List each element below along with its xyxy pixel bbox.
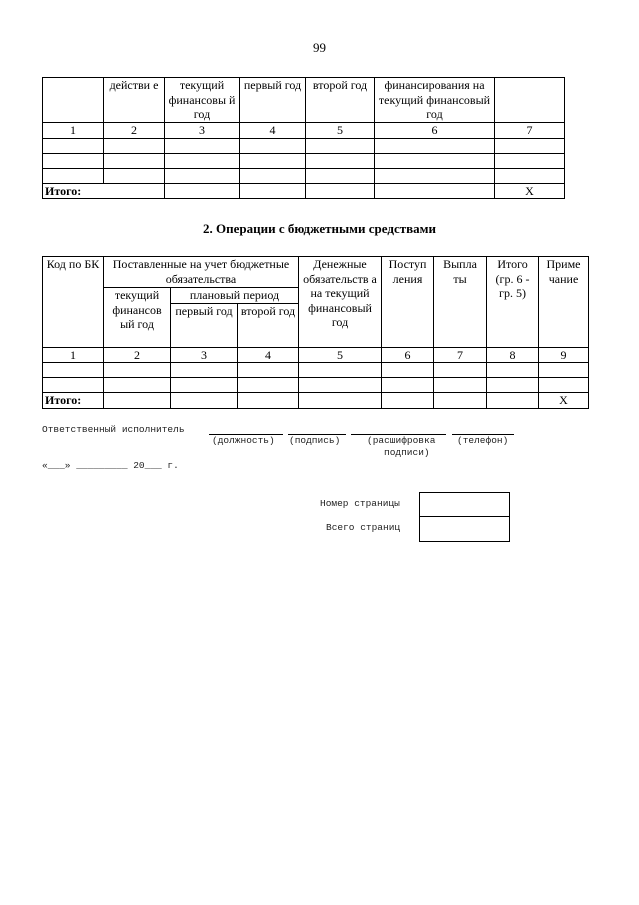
total-row (43, 393, 589, 409)
column-number: 3 (165, 123, 240, 139)
position-caption: (должность) (212, 435, 275, 446)
column-number: 1 (43, 123, 104, 139)
sign-caption: (подпись) (289, 435, 341, 446)
table-row (43, 153, 565, 168)
header-cell: финансирования на текущий финансовый год (375, 78, 495, 123)
total-mark: X (539, 393, 589, 409)
date-line: «___» _________ 20___ г. (42, 460, 179, 471)
column-number: 6 (382, 347, 434, 363)
page-number-label: Номер страницы (320, 498, 400, 509)
column-number: 5 (306, 123, 375, 139)
header-cell: Поступ ления (382, 257, 434, 348)
header-cell: Денежные обязательств а на текущий финансовый год (299, 257, 382, 348)
column-number: 7 (495, 123, 565, 139)
table-header-row (43, 257, 589, 288)
column-number: 9 (539, 347, 589, 363)
column-number: 3 (171, 347, 238, 363)
header-cell: плановый период (171, 288, 299, 304)
page-number-box[interactable] (419, 492, 510, 517)
column-number: 8 (487, 347, 539, 363)
header-cell: Поставленные на учет бюджетные обязательства (104, 257, 299, 288)
header-cell: Итого (гр. 6 - гр. 5) (487, 257, 539, 348)
header-cell: первый год (240, 78, 306, 123)
header-cell: Выпла ты (434, 257, 487, 348)
table-header-row (43, 78, 565, 123)
header-cell: Приме чание (539, 257, 589, 348)
header-cell: текущий финансовы й год (165, 78, 240, 123)
total-row (43, 183, 565, 199)
total-label: Итого: (43, 393, 104, 409)
header-cell (495, 78, 565, 123)
decoding-caption: (расшифровка (367, 435, 436, 446)
total-label: Итого: (43, 183, 165, 199)
total-pages-label: Всего страниц (326, 522, 401, 533)
column-number: 2 (104, 123, 165, 139)
column-number: 5 (299, 347, 382, 363)
column-number-row (43, 123, 565, 139)
table-financing (42, 77, 565, 199)
decoding-caption-2: подписи) (384, 447, 430, 458)
header-cell: текущий финансов ый год (104, 288, 171, 348)
column-number: 2 (104, 347, 171, 363)
page-number: 99 (313, 40, 326, 55)
column-number: 6 (375, 123, 495, 139)
table-row (43, 138, 565, 153)
column-number: 4 (240, 123, 306, 139)
header-cell: действи е (104, 78, 165, 123)
column-number: 4 (238, 347, 299, 363)
column-number: 7 (434, 347, 487, 363)
header-cell: Код по БК (43, 257, 104, 348)
total-mark: X (495, 183, 565, 199)
header-cell: первый год (171, 303, 238, 347)
total-pages-box[interactable] (419, 516, 510, 542)
responsible-label: Ответственный исполнитель (42, 424, 185, 435)
header-cell: второй год (306, 78, 375, 123)
column-number-row (43, 347, 589, 363)
phone-caption: (телефон) (457, 435, 509, 446)
header-cell: второй год (238, 303, 299, 347)
table-budget-operations (42, 256, 589, 409)
column-number: 1 (43, 347, 104, 363)
table-row (43, 363, 589, 378)
table-row (43, 168, 565, 183)
section-title: 2. Операции с бюджетными средствами (203, 221, 436, 236)
header-cell (43, 78, 104, 123)
table-row (43, 378, 589, 393)
